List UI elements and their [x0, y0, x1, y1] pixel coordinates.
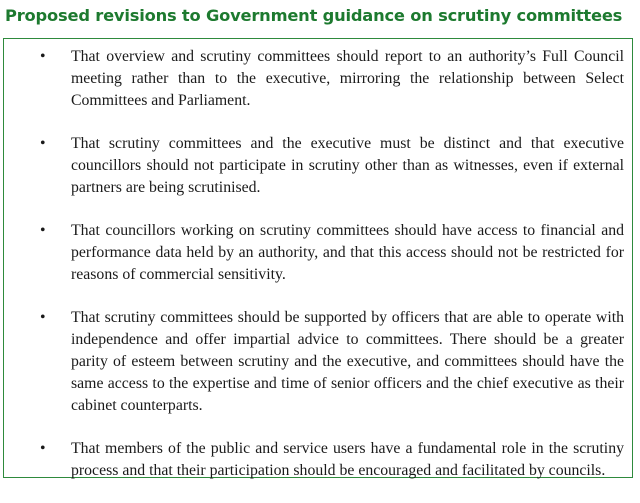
- bullet-icon: •: [40, 135, 46, 152]
- list-item-text: That members of the public and service users have a fundamental role in the scrutiny process and that their participation should be encouraged and facilitated by councils.: [71, 440, 624, 479]
- list-item: [4, 438, 632, 482]
- list-item-text: That scrutiny committees and the executive must be distinct and that executive councillors should not participate in scrutiny other than as witnesses, even if external partners are being scrutinised.: [71, 135, 624, 196]
- list-item: [4, 133, 632, 199]
- bullet-icon: •: [40, 440, 46, 457]
- bullet-icon: •: [40, 48, 46, 65]
- list-item: [4, 46, 632, 112]
- bullet-icon: •: [40, 309, 46, 326]
- guidance-box: [3, 38, 633, 478]
- revision-list: [4, 46, 632, 503]
- list-item: [4, 307, 632, 417]
- bullet-icon: •: [40, 222, 46, 239]
- page-title: Proposed revisions to Government guidance on scrutiny committees: [5, 6, 623, 25]
- list-item-text: That councillors working on scrutiny committees should have access to financial and performance data held by an authority, and that this access should not be restricted for reasons of commercial sensitivity.: [71, 222, 624, 283]
- list-item-text: That scrutiny committees should be supported by officers that are able to operate with independence and offer impartial advice to committees. There should be a greater parity of esteem between scrutiny and the executive, and committees should have the same access to the expertise and time of senior officers and the chief executive as their cabinet counterparts.: [71, 309, 624, 414]
- list-item: [4, 220, 632, 286]
- list-item-text: That overview and scrutiny committees should report to an authority’s Full Council meeting rather than to the executive, mirroring the relationship between Select Committees and Parliament.: [71, 48, 624, 109]
